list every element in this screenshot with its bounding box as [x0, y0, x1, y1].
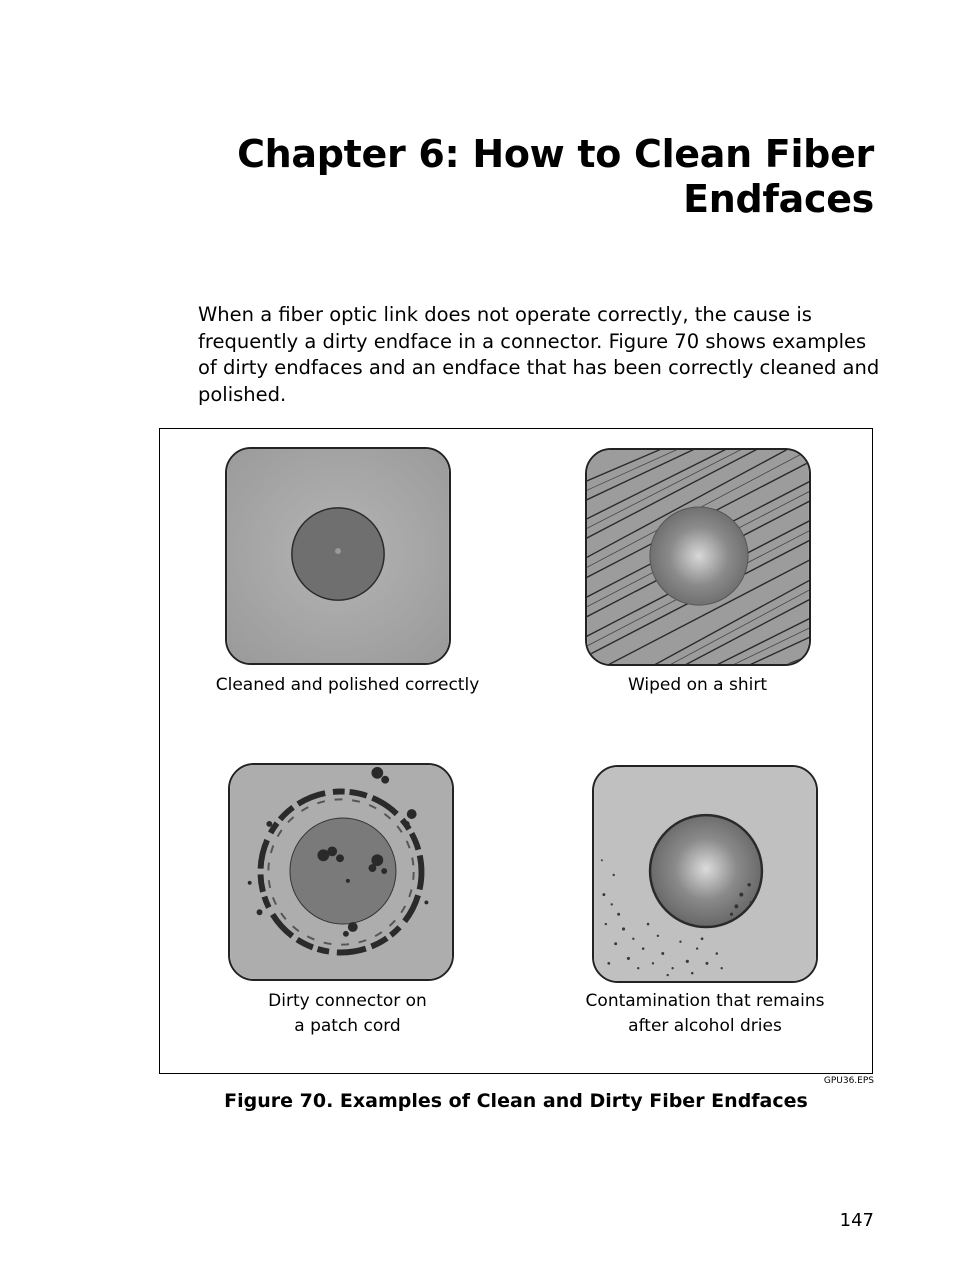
caption-alcohol: Contamination that remains after alcohol dries [585, 991, 825, 1036]
endface-image-shirt [585, 448, 811, 666]
intro-paragraph: When a fiber optic link does not operate correctly, the cause is frequently a dirty endface in a connector. Figure 70 shows examples of dirty endfaces and an endface that has been correctly cleaned and polished. [198, 303, 880, 406]
clean-endface-graphic [227, 449, 449, 663]
alcohol-residue-endface-graphic [594, 767, 816, 981]
chapter-title-line2: Endfaces [683, 177, 874, 221]
figure-file-id: GPU36.EPS [823, 1076, 874, 1086]
endface-image-dirty [228, 763, 454, 981]
caption-clean: Cleaned and polished correctly [215, 675, 480, 695]
page-number: 147 [839, 1210, 874, 1231]
endface-image-clean [225, 447, 451, 665]
figure-caption: Figure 70. Examples of Clean and Dirty Fiber Endfaces [224, 1090, 808, 1112]
scratched-endface-graphic [587, 450, 809, 664]
caption-shirt: Wiped on a shirt [627, 675, 767, 695]
figure-box [159, 428, 873, 1074]
dirty-endface-graphic [230, 765, 452, 979]
chapter-title-line1: Chapter 6: How to Clean Fiber [237, 132, 874, 176]
endface-image-alcohol [592, 765, 818, 983]
caption-dirty: Dirty connector on a patch cord [268, 991, 427, 1036]
chapter-title [234, 132, 874, 222]
